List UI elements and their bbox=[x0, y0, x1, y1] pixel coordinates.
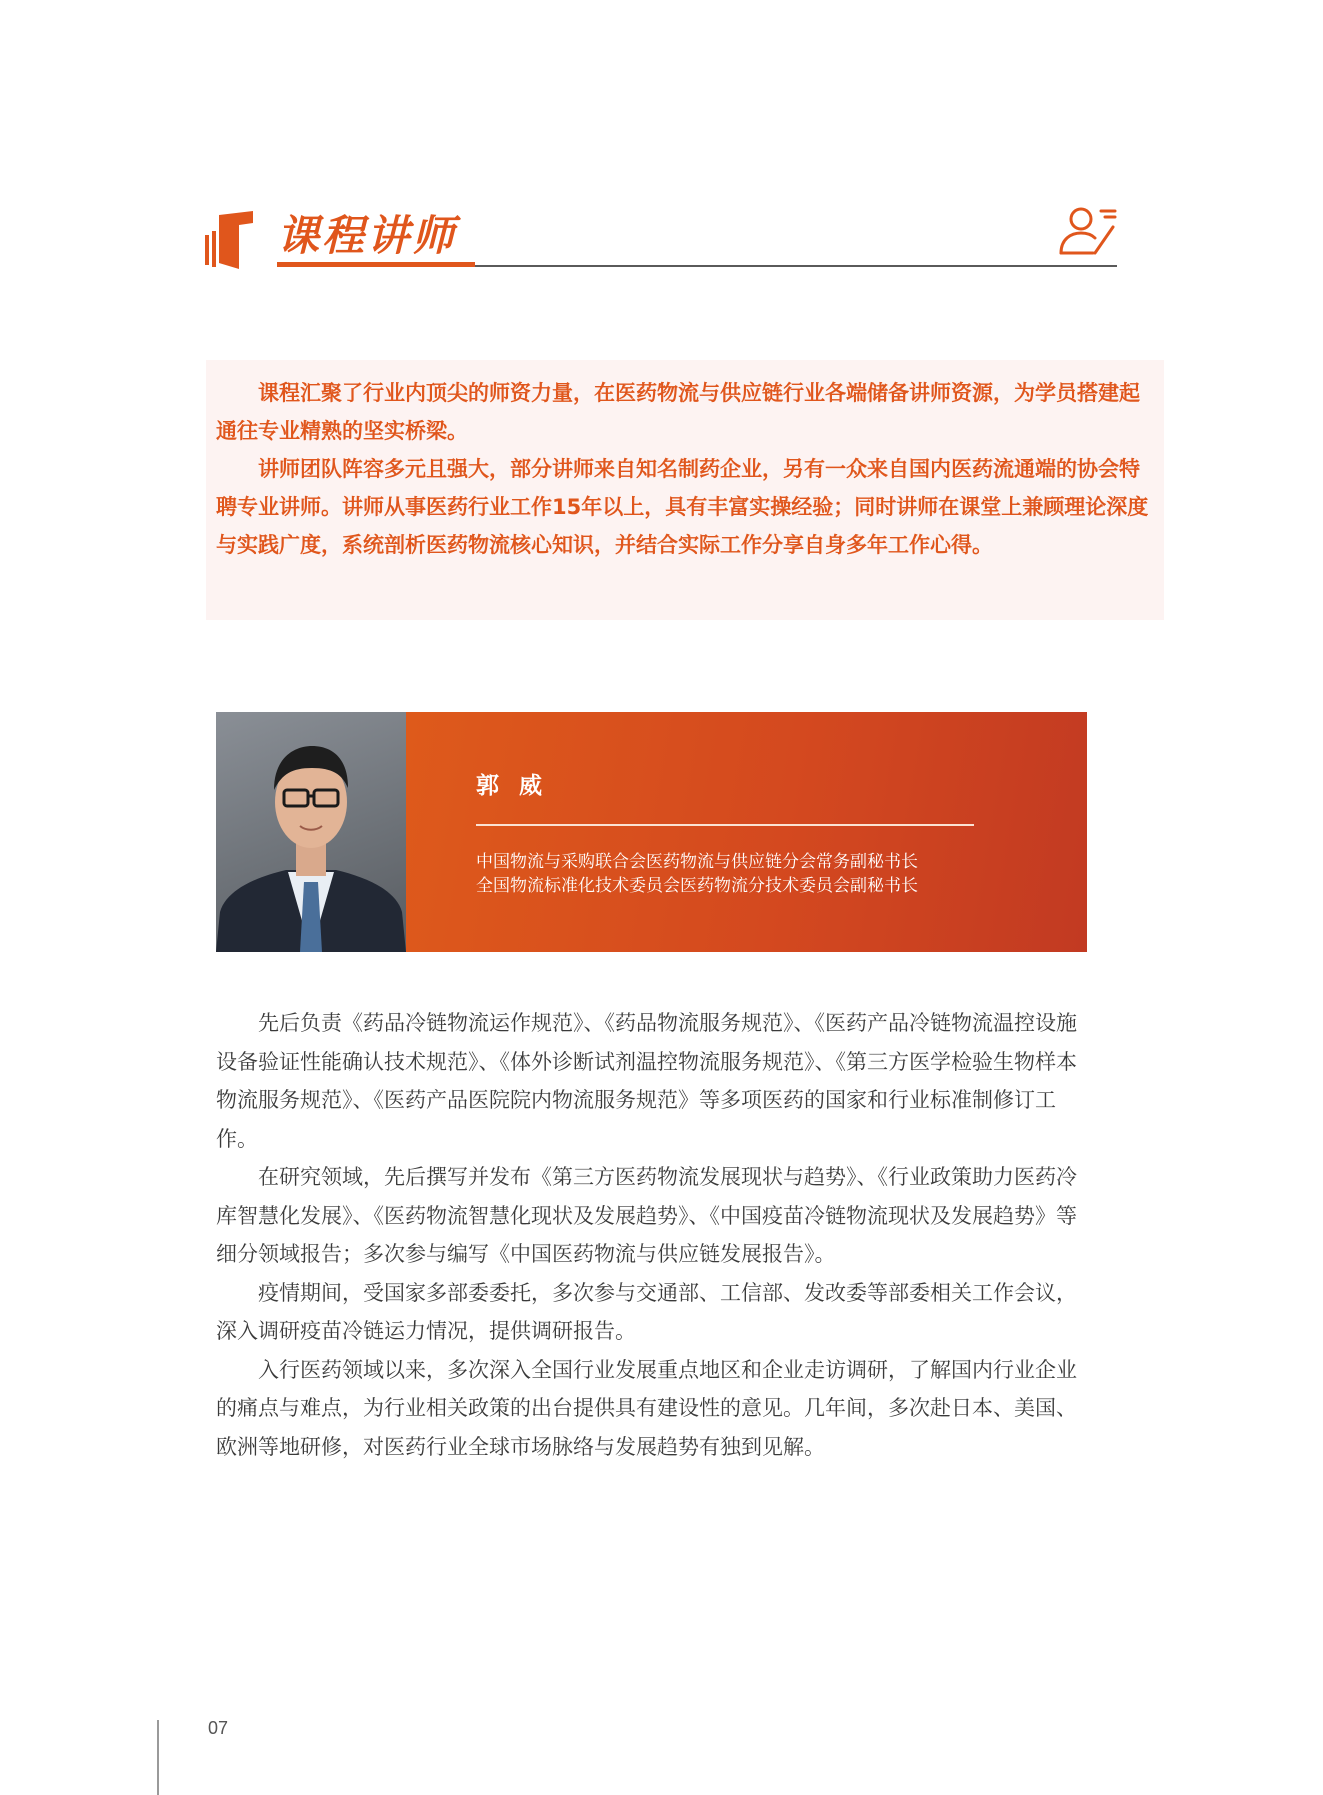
page-number: 07 bbox=[208, 1718, 229, 1738]
intro-paragraph: 讲师团队阵容多元且强大，部分讲师来自知名制药企业，另有一众来自国内医药流通端的协会特聘专业讲师。讲师从事医药行业工作15年以上，具有丰富实操经验；同时讲师在课堂上兼顾理论深度与实践广度，系统剖析医药物流核心知识，并结合实际工作分享自身多年工作心得。 bbox=[216, 457, 1149, 557]
profile-card bbox=[216, 712, 1087, 952]
footer-divider bbox=[157, 1720, 159, 1795]
name-divider bbox=[476, 824, 974, 826]
title-underline bbox=[277, 262, 475, 267]
section-header bbox=[205, 205, 1117, 277]
lecturer-role: 中国物流与采购联合会医药物流与供应链分会常务副秘书长 bbox=[476, 852, 918, 872]
bio-paragraph: 入行医药领域以来，多次深入全国行业发展重点地区和企业走访调研，了解国内行业企业的痛点与难点，为行业相关政策的出台提供具有建设性的意见。几年间，多次赴日本、美国、欧洲等地研修，对医药行业全球市场脉络与发展趋势有独到见解。 bbox=[216, 1357, 1077, 1459]
intro-paragraph: 课程汇聚了行业内顶尖的师资力量，在医药物流与供应链行业各端储备讲师资源，为学员搭建起通往专业精熟的坚实桥梁。 bbox=[216, 381, 1140, 443]
bio-paragraph: 在研究领域，先后撰写并发布《第三方医药物流发展现状与趋势》、《行业政策助力医药冷库智慧化发展》、《医药物流智慧化现状及发展趋势》、《中国疫苗冷链物流现状及发展趋势》等细分领域报告；多次参与编写《中国医药物流与供应链发展报告》。 bbox=[216, 1165, 1077, 1266]
section-title: 课程讲师 bbox=[277, 211, 458, 260]
intro-box bbox=[206, 360, 1164, 620]
section-logo-icon bbox=[205, 211, 255, 269]
user-edit-icon bbox=[1057, 205, 1117, 257]
lecturer-bio bbox=[216, 1004, 1088, 1466]
bio-paragraph: 先后负责《药品冷链物流运作规范》、《药品物流服务规范》、《医药产品冷链物流温控设施设备验证性能确认技术规范》、《体外诊断试剂温控物流服务规范》、《第三方医学检验生物样本物流服务规范》、《医药产品医院院内物流服务规范》等多项医药的国家和行业标准制修订工作。 bbox=[216, 1011, 1077, 1151]
lecturer-role: 全国物流标准化技术委员会医药物流分技术委员会副秘书长 bbox=[476, 876, 918, 896]
lecturer-photo bbox=[216, 712, 406, 952]
profile-banner bbox=[406, 712, 1087, 952]
bio-paragraph: 疫情期间，受国家多部委委托，多次参与交通部、工信部、发改委等部委相关工作会议，深入调研疫苗冷链运力情况，提供调研报告。 bbox=[216, 1280, 1077, 1343]
lecturer-name: 郭 威 bbox=[476, 773, 549, 799]
header-divider bbox=[475, 265, 1117, 267]
